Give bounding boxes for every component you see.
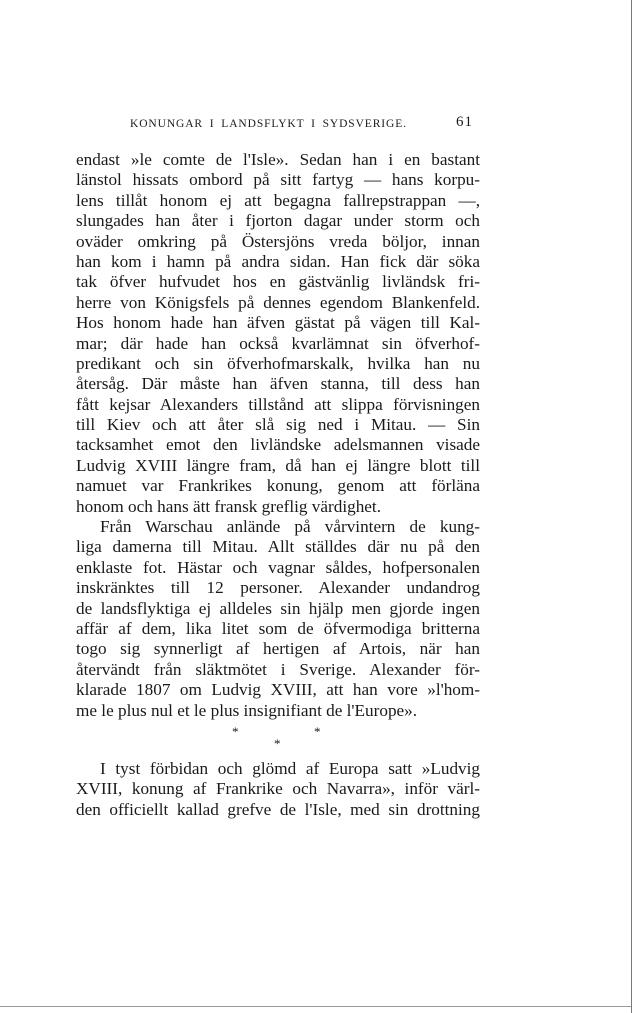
text-line: klarade 1807 om Ludvig XVIII, att han vore »l'hom- <box>76 680 480 700</box>
page-number: 61 <box>456 114 473 130</box>
running-header: KONUNGAR I LANDSFLYKT I SYDSVERIGE. <box>130 118 407 130</box>
text-line: mar; där hade han också kvarlämnat sin öfverhof- <box>76 333 480 353</box>
text-line: inskränktes till 12 personer. Alexander undandrog <box>76 578 480 598</box>
text-line: de landsflyktiga ej alldeles sin hjälp men gjorde ingen <box>76 598 480 618</box>
text-line: Från Warschau anlände på vårvintern de kung- <box>100 517 480 537</box>
text-line: herre von Königsfels på dennes egendom Blankenfeld. <box>76 292 480 312</box>
text-line: I tyst förbidan och glömd af Europa satt »Ludvig <box>100 759 480 778</box>
text-line: Ludvig XVIII längre fram, då han ej längre blott till <box>76 455 480 475</box>
paragraph-3 <box>76 759 480 820</box>
text-line: oväder omkring på Östersjöns vreda böljor, innan <box>76 231 480 251</box>
text-line: enklaste fot. Hästar och vagnar såldes, hofpersonalen <box>76 557 480 577</box>
text-line: Hos honom hade han äfven gästat på vägen till Kal- <box>76 313 480 333</box>
text-line: till Kiev och att åter slå sig ned i Mitau. — Sin <box>76 415 480 435</box>
asterisk-right: * <box>314 724 321 739</box>
text-line: lens tillåt honom ej att begagna fallrepstrappan —, <box>76 190 480 210</box>
text-line: affär af dem, lika litet som de öfvermodiga britterna <box>76 618 480 638</box>
text-line: fått kejsar Alexanders tillstånd att slippa förvisningen <box>76 394 480 414</box>
text-line: XVIII, konung af Frankrike och Navarra», inför värl- <box>76 779 480 799</box>
text-line: liga damerna till Mitau. Allt ställdes där nu på den <box>76 537 480 557</box>
page-edge-bottom <box>0 1006 631 1007</box>
asterisk-bottom: * <box>274 736 281 751</box>
text-line: togo sig synnerligt af hertigen af Artois, när han <box>76 639 480 659</box>
text-line: han kom i hamn på andra sidan. Han fick där söka <box>76 251 480 271</box>
text-line: länstol hissats ombord på sitt fartyg — hans korpu- <box>76 170 480 190</box>
text-line: honom och hans ätt fransk greflig värdighet. <box>76 496 381 516</box>
text-line: me le plus nul et le plus insignifiant de l'Europe». <box>76 700 418 720</box>
text-line: slungades han åter i fjorton dagar under storm och <box>76 211 480 231</box>
main-text-block <box>76 150 480 721</box>
text-line: namuet var Frankrikes konung, genom att förläna <box>76 476 480 496</box>
text-line: den officiellt kallad grefve de l'Isle, med sin drottning <box>76 799 480 819</box>
paragraph-2 <box>76 517 480 721</box>
text-line: återvändt från släktmötet i Sverige. Alexander för- <box>76 659 480 679</box>
text-line: tacksamhet emot den livländske adelsmannen visade <box>76 435 480 455</box>
text-line: predikant och sin öfverhofmarskalk, hvilka han nu <box>76 353 480 373</box>
page-edge-right <box>631 0 632 1013</box>
text-line: återsåg. Där måste han äfven stanna, till dess han <box>76 374 480 394</box>
section-break-asterisks <box>226 724 336 750</box>
closing-text-block <box>76 759 480 820</box>
text-line: tak öfver hufvudet hos en gästvänlig livländsk fri- <box>76 272 480 292</box>
paragraph-1 <box>76 150 480 517</box>
text-line: endast »le comte de l'Isle». Sedan han i en bastant <box>76 150 480 169</box>
asterisk-left: * <box>232 724 239 739</box>
